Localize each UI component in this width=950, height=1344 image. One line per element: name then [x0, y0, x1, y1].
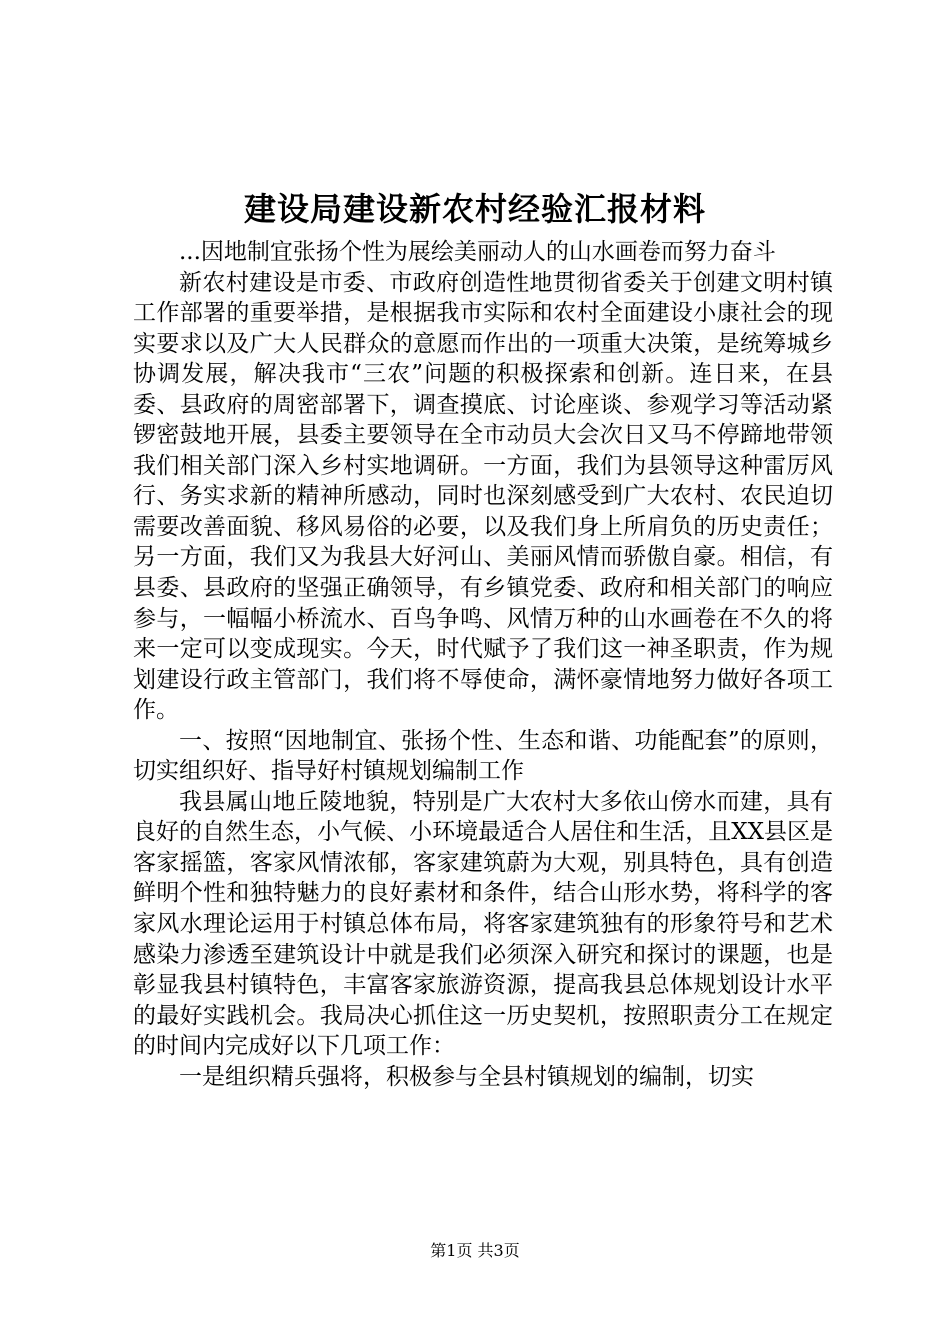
document-title: 建设局建设新农村经验汇报材料: [243, 190, 706, 228]
document-body: [133, 237, 833, 1092]
subtitle-paragraph: ...因地制宜张扬个性为展绘美丽动人的山水画卷而努力奋斗: [179, 239, 776, 265]
section-heading-paragraph: 一、按照“因地制宜、张扬个性、生态和谐、功能配套”的原则，切实组织好、指导好村镇规划编制工作: [133, 727, 833, 785]
body-paragraph: 一是组织精兵强将，积极参与全县村镇规划的编制，切实: [179, 1063, 754, 1090]
body-paragraph: 我县属山地丘陵地貌，特别是广大农村大多依山傍水而建，具有良好的自然生态，小气候、小环境最适合人居住和生活，且XX县区是客家摇篮，客家风情浓郁，客家建筑蔚为大观，别具特色，具有创造鲜明个性和独特魅力的良好素材和条件，结合山形水势，将科学的客家风水理论运用于村镇总体布局，将客家建筑独有的形象符号和艺术感染力渗透至建筑设计中就是我们必须深入研究和探讨的课题，也是彰显我县村镇特色，丰富客家旅游资源，提高我县总体规划设计水平的最好实践机会。我局决心抓住这一历史契机，按照职责分工在规定的时间内完成好以下几项工作：: [133, 788, 833, 1060]
page-number-footer: 第1页 共3页: [430, 1241, 520, 1260]
body-paragraph: 新农村建设是市委、市政府创造性地贯彻省委关于创建文明村镇工作部署的重要举措，是根据我市实际和农村全面建设小康社会的现实要求以及广大人民群众的意愿而作出的一项重大决策，是统筹城乡协调发展，解决我市“三农”问题的积极探索和创新。连日来，在县委、县政府的周密部署下，调查摸底、讨论座谈、参观学习等活动紧锣密鼓地开展，县委主要领导在全市动员大会次日又马不停蹄地带领我们相关部门深入乡村实地调研。一方面，我们为县领导这种雷厉风行、务实求新的精神所感动，同时也深刻感受到广大农村、农民迫切需要改善面貌、移风易俗的必要，以及我们身上所肩负的历史责任；另一方面，我们又为我县大好河山、美丽风情而骄傲自豪。相信，有县委、县政府的坚强正确领导，有乡镇党委、政府和相关部门的响应参与，一幅幅小桥流水、百鸟争鸣、风情万种的山水画卷在不久的将来一定可以变成现实。今天，时代赋予了我们这一神圣职责，作为规划建设行政主管部门，我们将不辱使命，满怀豪情地努力做好各项工作。: [133, 269, 833, 724]
